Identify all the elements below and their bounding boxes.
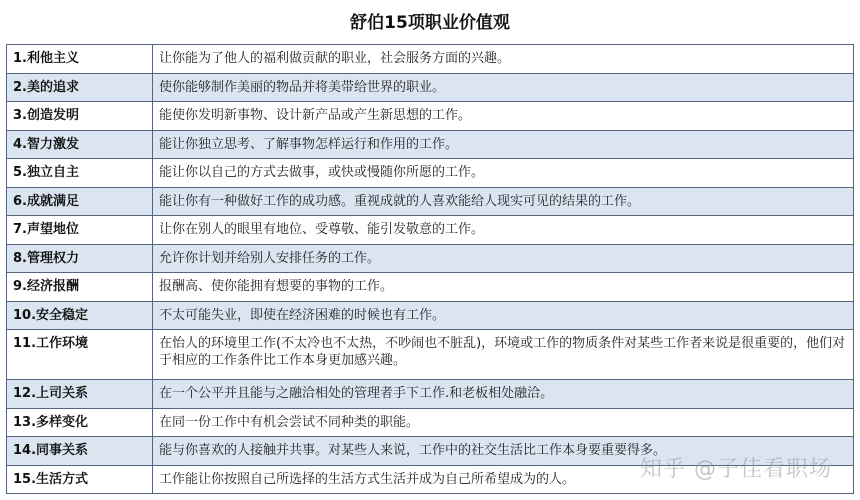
table-row [7,216,854,245]
value-name: 6.成就满足 [7,187,153,216]
value-description: 让你在别人的眼里有地位、受尊敬、能引发敬意的工作。 [153,216,854,245]
value-description: 能让你以自己的方式去做事，或快或慢随你所愿的工作。 [153,159,854,188]
value-name: 7.声望地位 [7,216,153,245]
page-title: 舒伯15项职业价值观 [350,13,510,33]
watermark: 知乎 @子佳看职场 [640,457,832,482]
table-row [7,73,854,102]
table-row [7,301,854,330]
value-name: 10.安全稳定 [7,301,153,330]
table-row [7,130,854,159]
table-row [7,330,854,380]
value-name: 14.同事关系 [7,437,153,466]
value-description: 在同一份工作中有机会尝试不同种类的职能。 [153,408,854,437]
value-name: 1.利他主义 [7,45,153,74]
career-values-table [6,44,854,494]
table-row [7,437,854,466]
table-row [7,159,854,188]
table-row [7,102,854,131]
table-row [7,244,854,273]
table-row [7,465,854,494]
table-row [7,45,854,74]
value-description: 使你能够制作美丽的物品并将美带给世界的职业。 [153,73,854,102]
value-name: 5.独立自主 [7,159,153,188]
value-name: 15.生活方式 [7,465,153,494]
value-name: 13.多样变化 [7,408,153,437]
value-description: 让你能为了他人的福利做贡献的职业，社会服务方面的兴趣。 [153,45,854,74]
table-row [7,273,854,302]
value-name: 12.上司关系 [7,380,153,409]
value-description: 不太可能失业，即使在经济困难的时候也有工作。 [153,301,854,330]
value-description: 在一个公平并且能与之融洽相处的管理者手下工作.和老板相处融洽。 [153,380,854,409]
table-row [7,408,854,437]
value-description: 报酬高、使你能拥有想要的事物的工作。 [153,273,854,302]
value-description: 能让你有一种做好工作的成功感。重视成就的人喜欢能给人现实可见的结果的工作。 [153,187,854,216]
value-description: 工作能让你按照自己所选择的生活方式生活并成为自己所希望成为的人。 [153,465,854,494]
value-name: 11.工作环境 [7,330,153,380]
value-name: 9.经济报酬 [7,273,153,302]
value-description: 允许你计划并给别人安排任务的工作。 [153,244,854,273]
value-description: 能与你喜欢的人接触并共事。对某些人来说，工作中的社交生活比工作本身要重要得多。 [153,437,854,466]
table-row [7,187,854,216]
value-name: 2.美的追求 [7,73,153,102]
value-name: 8.管理权力 [7,244,153,273]
table-row [7,380,854,409]
value-description: 能让你独立思考、了解事物怎样运行和作用的工作。 [153,130,854,159]
value-description: 在怡人的环境里工作(不太冷也不太热，不吵闹也不脏乱)，环境或工作的物质条件对某些工作者来说是很重要的，他们对于相应的工作条件比工作本身更加感兴趣。 [153,330,854,380]
value-name: 4.智力激发 [7,130,153,159]
value-description: 能使你发明新事物、设计新产品或产生新思想的工作。 [153,102,854,131]
value-name: 3.创造发明 [7,102,153,131]
